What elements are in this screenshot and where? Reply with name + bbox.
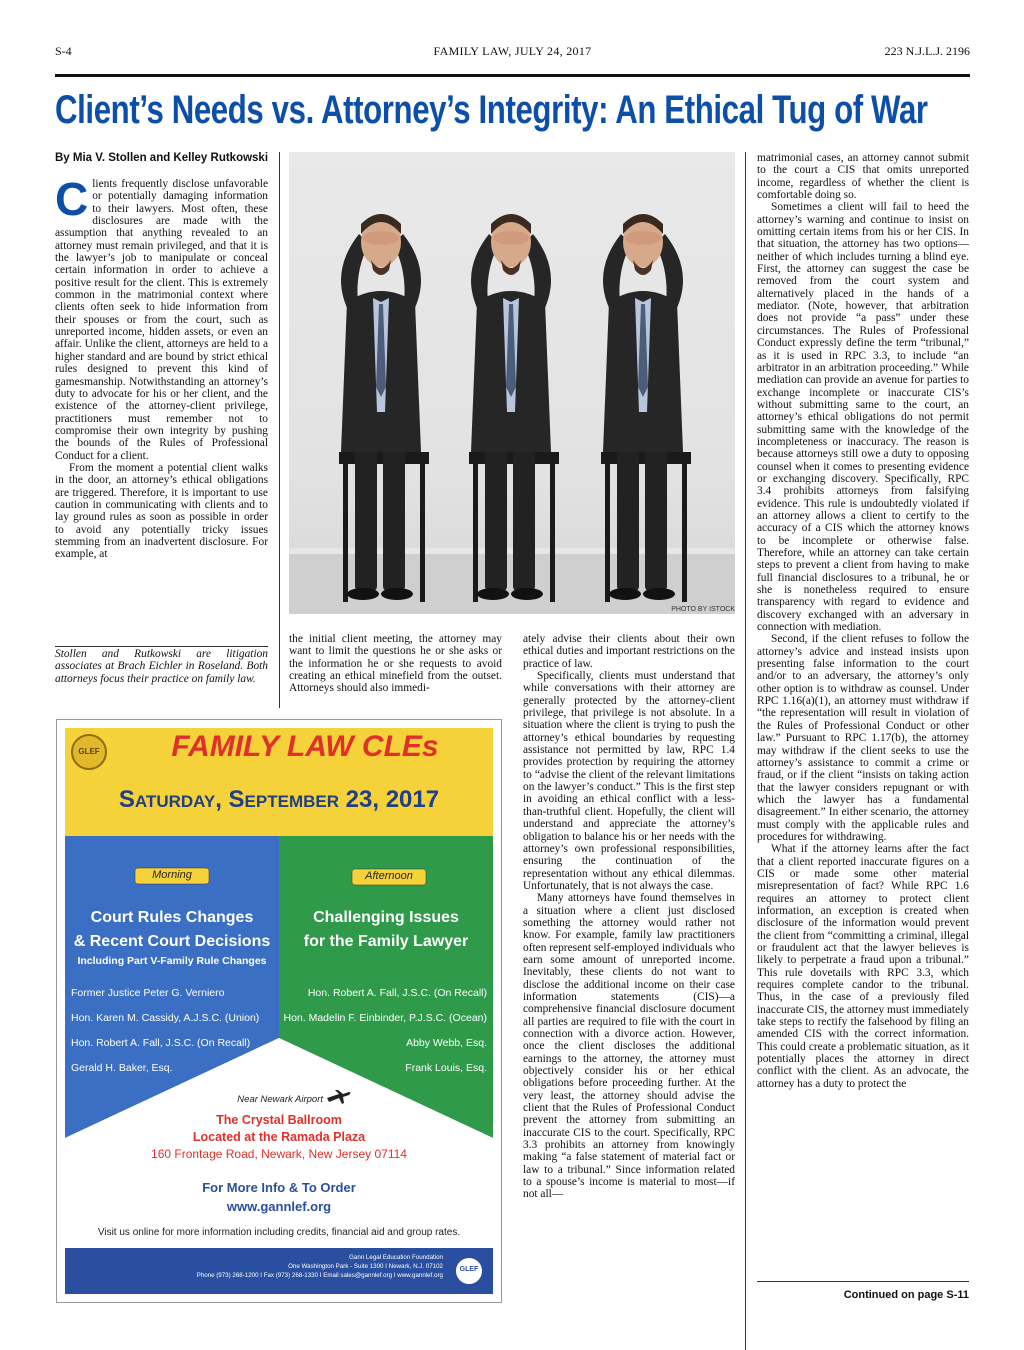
footer-contact: Phone (973) 268-1200 I Fax (973) 268-1330 I Email sales@gannlef.org I www.gannlef.org	[196, 1272, 443, 1279]
venue-name: The Crystal Ballroom	[216, 1113, 342, 1127]
afternoon-speakers	[281, 981, 487, 1081]
morning-label: Morning	[152, 869, 192, 881]
article-column-3	[523, 633, 735, 1201]
photo-credit: PHOTO BY ISTOCK	[671, 606, 735, 613]
footer-org: Gann Legal Education Foundation	[349, 1254, 443, 1261]
near-airport: Near Newark Airport	[237, 1094, 323, 1105]
speaker: Abby Webb, Esq.	[406, 1037, 487, 1049]
paragraph: Sometimes a client will fail to heed the attorney’s warning and continue to insist on omitting certain items from his or her CIS. In that situation, the attorney has two options—neither of which includes turning a blind eye. First, the attorney can suggest the case be removed from the court system and alternatively placed in the hands of a mediator. (Note, however, that arbitration does not provide “a pass” under these circumstances. The Rules of Professional Conduct expressly define the term “tribunal,” as it is used in RPC 3.3, to include “an arbitrator in an arbitration proceeding.” While mediation can provide an avenue for parties to exchange incomplete or inaccurate CIS’s without submitting same to the court, an attorney’s ethical obligations do not permit submitting same with the knowledge of the incompleteness or inaccuracy. The reason is because attorneys still owe a duty to opposing counsel when it comes to presenting evidence or exchanging discovery. Specifically, RPC 3.4 prohibits attorneys from falsifying evidence. This rule is undoubtedly violated if an attorney allows a client to certify to the accuracy of a CIS which the attorney knows to be incomplete or otherwise false. Therefore, while an attorney can take certain steps to prevent a client from having to make full financial disclosures to a tribunal, he or she is nonetheless required to ensure transparency with regard to evidence and discovery exchanged with an adversary in connection with mediation.	[757, 201, 969, 634]
afternoon-label: Afternoon	[365, 870, 413, 882]
afternoon-title-2: for the Family Lawyer	[303, 933, 469, 950]
lead-paragraph: Clients frequently disclose unfavorable or potentially damaging information to their lawyers. Most often, these disclosures are made with the assumption that anything revealed to an attorney must remain privileged, and that it is the lawyer’s job to manipulate or conceal certain information in order to achieve a positive result for the client. This is extremely common in the matrimonial context where clients often seek to hide information from their spouses or from the court, such as unreported income, hidden assets, or even an affair. Unlike the client, attorneys are held to a higher standard and are bound by strict ethical rules designed to prevent this kind of gamesmanship. Notwithstanding an attorney’s duty to advocate for his or her client, and the existence of the attorney-client privilege, practitioners must remember not to compromise their own integrity by pushing the bounds of the Rules of Professional Conduct for a client.	[55, 173, 268, 462]
column-rule	[745, 152, 746, 1350]
venue-location: Located at the Ramada Plaza	[192, 1130, 366, 1144]
speaker: Gerald H. Baker, Esq.	[71, 1062, 173, 1074]
seated-man-figure	[339, 214, 429, 602]
header-rule	[55, 74, 970, 77]
morning-title-2: & Recent Court Decisions	[73, 933, 271, 950]
article-column-2	[289, 633, 502, 695]
paragraph: What if the attorney learns after the fact that a client reported inaccurate figures on a CIS or made some other material misrepresentation of fact? While RPC 1.6 requires an attorney to protect client information, an exception is created when disclosure of the information would prevent the client from “committing a criminal, illegal or fraudulent act that the lawyer believes is likely to perpetrate a fraud upon a tribunal.” This rule dovetails with RPC 3.3, which requires complete candor to the tribunal. Thus, in the case of a previously filed inaccurate CIS, the attorney must immediately take steps to rectify the falsehood by filing an amended CIS with the correct information. This could create a problematic situation, as it potentially places the attorney in direct conflict with the client. As an advocate, the attorney has a duty to protect the	[757, 843, 969, 1090]
column-rule	[279, 152, 280, 708]
footer-address: One Washington Park - Suite 1300 I Newark, N.J. 07102	[288, 1263, 443, 1270]
ad-footer	[65, 1253, 443, 1280]
speaker: Hon. Robert A. Fall, J.S.C. (On Recall)	[71, 1037, 251, 1049]
paragraph: ately advise their clients about their own ethical duties and important restrictions on the practice of law.	[523, 633, 735, 670]
speaker: Hon. Robert A. Fall, J.S.C. (On Recall)	[307, 987, 487, 999]
bio-rule	[55, 646, 268, 647]
article-column-4	[757, 152, 969, 1090]
morning-subtitle: Including Part V-Family Rule Changes	[77, 955, 267, 967]
website-link[interactable]: www.gannlef.org	[226, 1199, 332, 1214]
ad-date: Saturday, September 23, 2017	[118, 786, 440, 813]
three-men-photo-illustration	[289, 152, 735, 614]
morning-title-1: Court Rules Changes	[90, 909, 254, 926]
author-bio: Stollen and Rutkowski are litigation associates at Brach Eichler in Roseland. Both attorneys focus their practice on family law.	[55, 648, 268, 685]
paragraph: Many attorneys have found themselves in a situation where a client just disclosed something the attorney would rather not know. For example, family law practitioners often represent self-employed individuals who earn some amount of unreported income. Inevitably, these clients do not want to disclose the additional income on their case information statements (CIS)—a comprehensive financial disclosure document all parties are required to file with the court in connection with a divorce action. However, once the client discloses the additional earnings to the attorney, the attorney must objectively consider his or her ethical obligations before proceeding further. At the very least, the attorney should advise the client that the Rules of Professional Conduct prevent the attorney from submitting an inaccurate CIS to the court. Specifically, RPC 3.3 prohibits an attorney from knowingly making “a false statement of material fact or law to a tribunal.” Since information related to a spouse’s income is material to most—if not all—	[523, 892, 735, 1201]
byline: By Mia V. Stollen and Kelley Rutkowski	[55, 152, 269, 164]
article-photo	[289, 152, 735, 614]
article-column-1	[55, 173, 268, 561]
venue-address: 160 Frontage Road, Newark, New Jersey 07114	[151, 1147, 407, 1161]
volume-citation: 223 N.J.L.J. 2196	[884, 44, 970, 58]
continued-note: Continued on page S-11	[757, 1281, 969, 1301]
article-headline: Client’s Needs vs. Attorney’s Integrity: An Ethical Tug of War	[55, 88, 928, 132]
paragraph: the initial client meeting, the attorney may want to limit the questions he or she asks or the information he or she requests to avoid creating an ethical minefield from the outset. Attorneys should also immedi-	[289, 633, 502, 695]
afternoon-title-1: Challenging Issues	[313, 909, 459, 926]
paragraph: matrimonial cases, an attorney cannot submit to the court a CIS that omits unreported income, regardless of whether the client is comfortable doing so.	[757, 152, 969, 202]
glef-logo: GLEF	[78, 747, 100, 756]
more-info: For More Info & To Order	[202, 1180, 356, 1195]
morning-speakers	[71, 981, 276, 1081]
page-number: S-4	[55, 44, 72, 58]
paragraph: Specifically, clients must understand that while conversations with their attorney are generally protected by the attorney-client privilege, that privilege is not absolute. In a situation where the client is trying to push the attorney’s ethical boundaries by requesting assistance not permitted by law, RPC 1.4 provides protection by requiring the attorney to “advise the client of the relevant limitations on the lawyer’s conduct.” This is the first step in avoiding an ethical conflict with a less-than-truthful client. Hopefully, the client will understand and appreciate the attorney’s obligation to balance his or her needs with the attorney’s own professional responsibilities, ensuring the continuation of the representation without any ethical dilemmas. Unfortunately, that is not always the case.	[523, 670, 735, 892]
paragraph: Second, if the client refuses to follow the attorney’s advice and instead insists upon presenting false information to the court and/or to an adversary, the attorney’s only other option is to withdraw as counsel. Under RPC 1.16(a)(1), an attorney must withdraw if “the representation will result in violation of the Rules of Professional Conduct or other law.” Pursuant to RPC 1.17(b), the attorney may withdraw if the client seeks to use the attorney’s assistance to commit a crime or fraud, or if the client “insists on taking action that the lawyer considers repugnant or with which the lawyer has a fundamental disagreement.” In either scenario, the attorney must comply with the applicable rules and procedures for withdrawing.	[757, 633, 969, 843]
drop-cap: C	[55, 173, 89, 225]
ad-title: FAMILY LAW CLEs	[171, 730, 439, 763]
glef-footer-logo: GLEF	[459, 1266, 479, 1273]
speaker: Hon. Madelin F. Einbinder, P.J.S.C. (Ocean)	[283, 1012, 487, 1024]
speaker: Frank Louis, Esq.	[405, 1062, 487, 1074]
paragraph: From the moment a potential client walks in the door, an attorney’s ethical obligations are triggered. Therefore, it is important to use caution in communicating with clients and to lay ground rules as soon as possible in order to avoid any potentially tricky issues stemming from an inadvertent disclosure. For example, at	[55, 461, 268, 561]
cle-advertisement[interactable]	[56, 719, 502, 1303]
visit-note: Visit us online for more information including credits, financial aid and group rates.	[97, 1227, 461, 1238]
publication-date: FAMILY LAW, JULY 24, 2017	[433, 44, 592, 58]
speaker: Hon. Karen M. Cassidy, A.J.S.C. (Union)	[71, 1012, 260, 1024]
speaker: Former Justice Peter G. Verniero	[71, 987, 225, 999]
page-header	[55, 44, 970, 60]
